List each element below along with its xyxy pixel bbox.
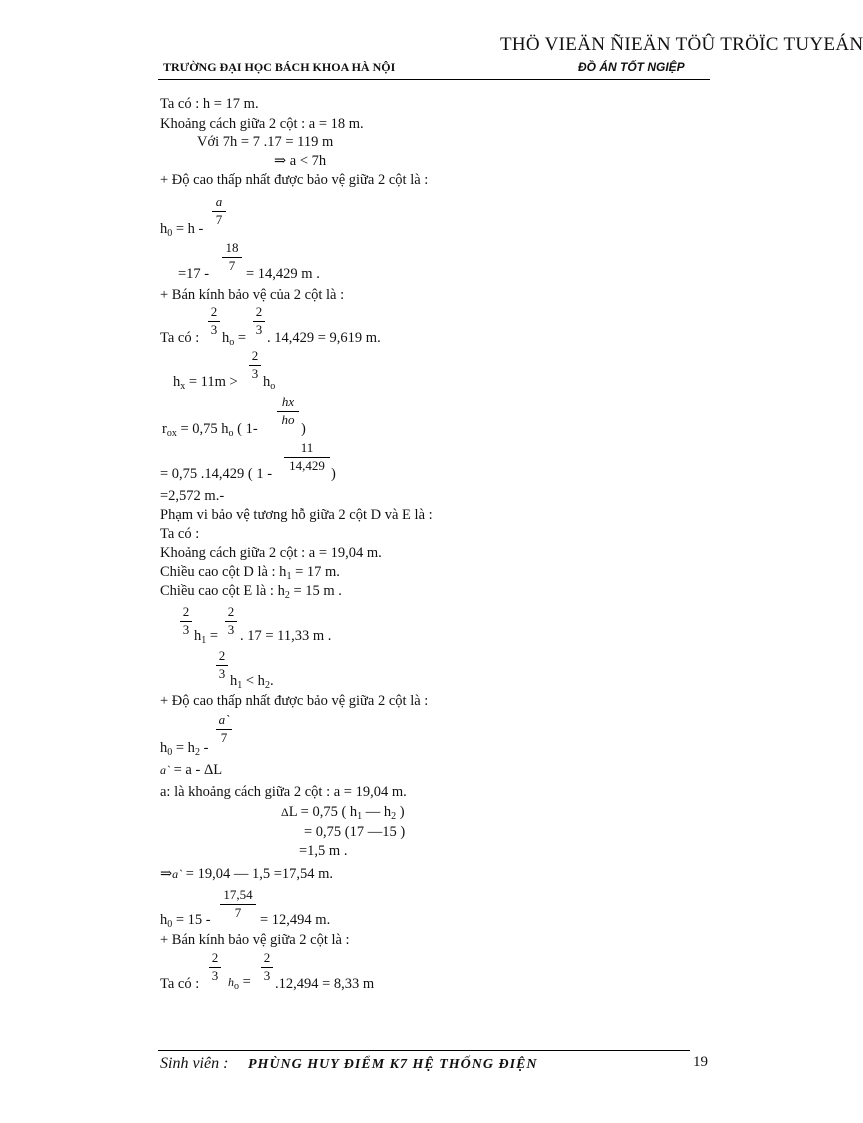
fraction-denominator: 3 bbox=[227, 622, 235, 637]
expr: = 19,04 — 1,5 =17,54 m. bbox=[182, 866, 334, 882]
fraction-denominator: 3 bbox=[182, 622, 190, 637]
line-heading-radius: + Bán kính bảo vệ của 2 cột là : bbox=[160, 287, 345, 303]
fraction-numerator: 17,54 bbox=[223, 887, 253, 902]
line-h0-value-2-result: = 12,494 m. bbox=[260, 912, 331, 928]
line-radius-calc-2-value: .12,494 = 8,33 m bbox=[275, 976, 375, 992]
line-heading-min-height-2: + Độ cao thấp nhất được bảo vệ giữa 2 cột là : bbox=[160, 693, 429, 709]
fraction-hx-over-ho bbox=[277, 394, 299, 427]
fraction-numerator: 2 bbox=[211, 950, 219, 965]
expr: — h bbox=[362, 804, 392, 820]
line-radius-calc-value: . 14,429 = 9,619 m. bbox=[267, 330, 381, 346]
fraction-numerator: 2 bbox=[210, 304, 218, 319]
fraction-denominator: 14,429 bbox=[289, 458, 325, 473]
expr: ) bbox=[396, 804, 405, 820]
fraction-denominator: 3 bbox=[255, 322, 263, 337]
expr: = bbox=[239, 974, 251, 990]
fraction-numerator: a` bbox=[218, 712, 230, 727]
aprime-symbol: a` bbox=[172, 867, 183, 881]
fraction-11-over-14429 bbox=[284, 440, 330, 473]
line-h0-value-2 bbox=[160, 912, 211, 930]
fraction-numerator: 11 bbox=[300, 440, 314, 455]
line-hx-compare bbox=[173, 374, 238, 392]
line-delta-l-calc: = 0,75 (17 —15 ) bbox=[304, 824, 406, 840]
fraction-numerator: 2 bbox=[218, 648, 226, 663]
fraction-1754-over-7 bbox=[220, 887, 256, 920]
fraction-numerator: 2 bbox=[251, 348, 259, 363]
fraction-2-over-3 bbox=[253, 304, 265, 337]
expr: = h - bbox=[172, 221, 204, 237]
expr: = bbox=[206, 628, 219, 644]
h-symbol: h bbox=[160, 221, 168, 237]
line-radius-calc-h bbox=[222, 330, 246, 348]
subscript: 1 bbox=[357, 811, 363, 822]
h-symbol: h bbox=[173, 374, 181, 390]
line-h1-ratio-value: . 17 = 11,33 m . bbox=[240, 628, 332, 644]
fraction-2-over-3 bbox=[261, 950, 273, 983]
line-aprime-def bbox=[160, 762, 222, 779]
text: = 15 m . bbox=[289, 583, 342, 599]
line-h0-value-b: = 14,429 m . bbox=[246, 266, 320, 282]
line-rox-formula bbox=[162, 421, 258, 439]
footer-rule bbox=[158, 1050, 690, 1051]
header-school: TRƯỜNG ĐẠI HỌC BÁCH KHOA HÀ NỘI bbox=[163, 60, 396, 74]
expr: < h bbox=[242, 673, 265, 689]
subscript: 1 bbox=[237, 680, 243, 691]
line-radius-calc-label: Ta có : bbox=[160, 330, 200, 346]
page-number: 19 bbox=[693, 1054, 708, 1070]
fraction-a-over-7 bbox=[212, 194, 226, 227]
subscript: ox bbox=[166, 428, 177, 439]
h-symbol: h bbox=[263, 374, 271, 390]
subscript: 2 bbox=[264, 680, 270, 691]
text: Chiều cao cột D là : h bbox=[160, 564, 287, 580]
expr: = 11m > bbox=[185, 374, 238, 390]
fraction-numerator: 2 bbox=[227, 604, 235, 619]
fraction-2-over-3 bbox=[249, 348, 261, 381]
delta-symbol: Δ bbox=[281, 805, 289, 819]
expr: = h bbox=[172, 740, 195, 756]
subscript: o bbox=[270, 381, 276, 392]
fraction-denominator: 7 bbox=[215, 212, 223, 227]
subscript: 1 bbox=[286, 571, 292, 582]
fraction-denominator: 3 bbox=[251, 366, 259, 381]
text: = 17 m. bbox=[291, 564, 340, 580]
line-radius-calc-2-label: Ta có : bbox=[160, 976, 200, 992]
line-a-less-7h: ⇒ a < 7h bbox=[274, 153, 327, 169]
line-height-e bbox=[160, 583, 342, 601]
line-h0-formula bbox=[160, 221, 203, 239]
h-symbol: h bbox=[160, 912, 168, 928]
fraction-denominator: 7 bbox=[228, 258, 236, 273]
fraction-2-over-3 bbox=[209, 950, 221, 983]
h-symbol: h bbox=[160, 740, 168, 756]
h-symbol: h bbox=[228, 975, 234, 989]
expr: = bbox=[234, 330, 247, 346]
line-distance: Khoảng cách giữa 2 cột : a = 18 m. bbox=[160, 116, 364, 132]
footer-student-name: PHÙNG HUY ĐIỂM K7 HỆ THỐNG ĐIỆN bbox=[248, 1057, 538, 1072]
expr: . bbox=[269, 673, 274, 689]
line-heading-radius-2: + Bán kính bảo vệ giữa 2 cột là : bbox=[160, 932, 350, 948]
subscript: o bbox=[229, 337, 235, 348]
line-heading-mutual: Phạm vi bảo vệ tương hỗ giữa 2 cột D và E là : bbox=[160, 507, 433, 523]
expr: - bbox=[199, 740, 209, 756]
h-symbol: h bbox=[222, 330, 230, 346]
line-rox-value-close: ) bbox=[331, 466, 336, 482]
subscript: 2 bbox=[284, 590, 290, 601]
line-height-d bbox=[160, 564, 340, 582]
aprime-symbol: a` bbox=[160, 763, 170, 777]
fraction-numerator: hx bbox=[281, 394, 295, 409]
subscript: 2 bbox=[391, 811, 397, 822]
line-delta-l bbox=[281, 804, 405, 822]
expr: ( 1- bbox=[233, 421, 258, 437]
r-symbol: r bbox=[162, 421, 167, 437]
line-heading-min-height: + Độ cao thấp nhất được bảo vệ giữa 2 cột là : bbox=[160, 172, 429, 188]
fraction-numerator: 2 bbox=[263, 950, 271, 965]
line-h0-value-a: =17 - bbox=[178, 266, 210, 282]
line-delta-l-result: =1,5 m . bbox=[299, 843, 348, 859]
line-h1-ratio bbox=[194, 628, 218, 646]
fraction-denominator: 3 bbox=[210, 322, 218, 337]
fraction-denominator: ho bbox=[281, 412, 295, 427]
subscript: x bbox=[180, 381, 186, 392]
fraction-denominator: 3 bbox=[218, 666, 226, 681]
fraction-numerator: a bbox=[215, 194, 223, 209]
implies-symbol: ⇒ bbox=[160, 866, 173, 882]
fraction-denominator: 7 bbox=[234, 905, 242, 920]
fraction-numerator: 2 bbox=[182, 604, 190, 619]
header-project: ĐỒ ÁN TỐT NGIỆP bbox=[578, 60, 685, 74]
line-height-given: Ta có : h = 17 m. bbox=[160, 96, 259, 112]
expr: = a - ΔL bbox=[170, 762, 223, 778]
fraction-2-over-3 bbox=[225, 604, 237, 637]
fraction-2-over-3 bbox=[180, 604, 192, 637]
fraction-2-over-3 bbox=[208, 304, 220, 337]
line-h0-formula-2 bbox=[160, 740, 208, 758]
line-a-definition: a: là khoảng cách giữa 2 cột : a = 19,04 m. bbox=[160, 784, 407, 800]
subscript: o bbox=[234, 981, 239, 992]
watermark-title: THÖ VIEÄN ÑIEÄN TÖÛ TRÖÏC TUYEÁN bbox=[500, 34, 863, 55]
fraction-numerator: 18 bbox=[225, 240, 239, 255]
line-rox-result: =2,572 m.- bbox=[160, 488, 225, 504]
h-symbol: h bbox=[230, 673, 238, 689]
subscript: 2 bbox=[194, 747, 200, 758]
line-radius-calc-2-h bbox=[228, 974, 251, 992]
subscript: o bbox=[228, 428, 234, 439]
fraction-2-over-3 bbox=[216, 648, 228, 681]
line-rox-close: ) bbox=[301, 421, 306, 437]
expr: = 15 - bbox=[172, 912, 211, 928]
line-hx-ho bbox=[263, 374, 275, 392]
subscript: 1 bbox=[201, 635, 207, 646]
subscript: 0 bbox=[167, 747, 173, 758]
subscript: 0 bbox=[167, 919, 173, 930]
header-rule bbox=[158, 79, 710, 80]
fraction-denominator: 7 bbox=[220, 730, 228, 745]
text: Chiều cao cột E là : h bbox=[160, 583, 285, 599]
fraction-18-over-7 bbox=[222, 240, 242, 273]
line-distance-2: Khoảng cách giữa 2 cột : a = 19,04 m. bbox=[160, 545, 382, 561]
line-aprime-value bbox=[160, 866, 333, 883]
fraction-numerator: 2 bbox=[255, 304, 263, 319]
fraction-denominator: 3 bbox=[211, 968, 219, 983]
line-ta-co: Ta có : bbox=[160, 526, 200, 542]
expr: L = 0,75 ( h bbox=[288, 804, 358, 820]
line-7h: Với 7h = 7 .17 = 119 m bbox=[197, 134, 334, 150]
line-rox-value: = 0,75 .14,429 ( 1 - bbox=[160, 466, 273, 482]
fraction-denominator: 3 bbox=[263, 968, 271, 983]
line-h1-less-h2 bbox=[230, 673, 274, 691]
footer-label: Sinh viên : bbox=[160, 1055, 229, 1072]
fraction-aprime-over-7 bbox=[216, 712, 232, 745]
h-symbol: h bbox=[194, 628, 202, 644]
expr: = 0,75 h bbox=[176, 421, 229, 437]
subscript: 0 bbox=[167, 228, 173, 239]
